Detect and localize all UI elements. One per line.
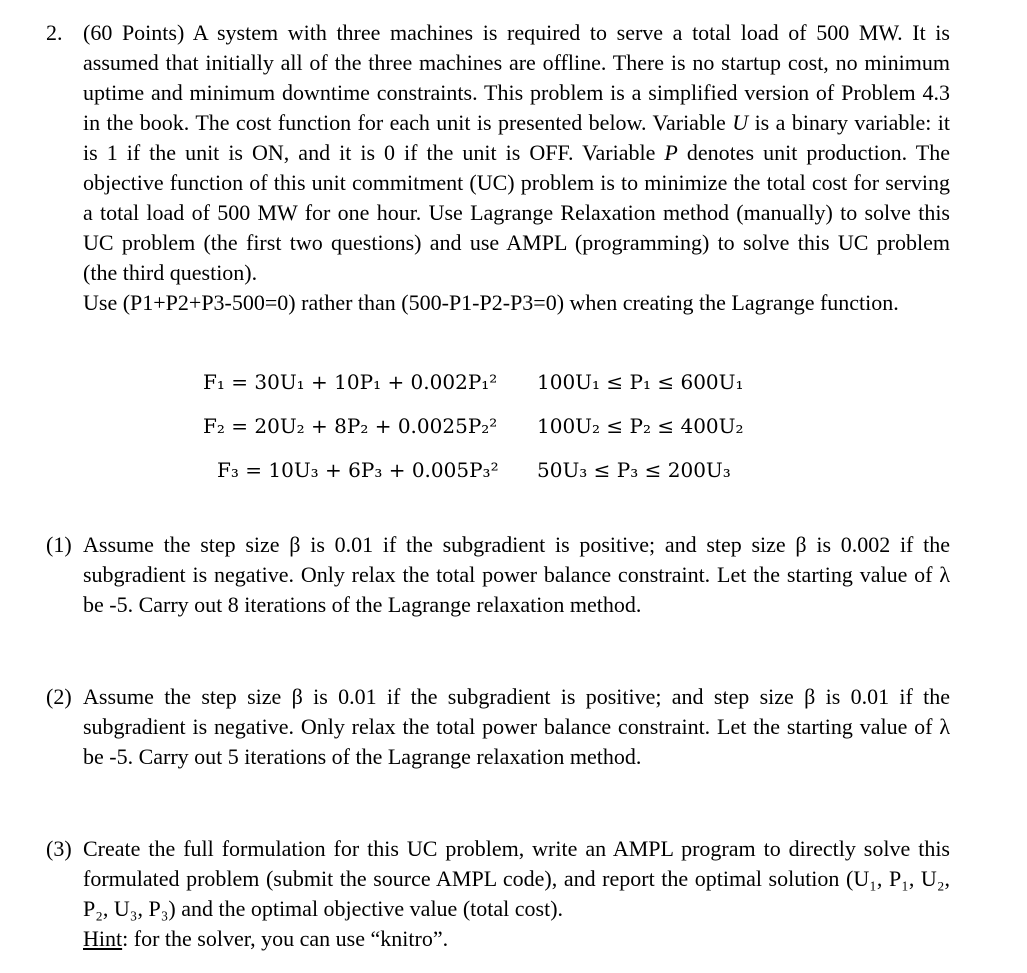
cost-function-2: F₂ = 20U₂ + 8P₂ + 0.0025P₂² xyxy=(203,414,498,438)
problem-intro: (60 Points) A system with three machines is required to serve a total load of 500 MW. It is assumed that initially all of the three machines are offline. There is no startup cost, no minimum uptime and minimum downtime constraints. This problem is a simplified version of Problem 4.3 in the book. The cost function for each unit is presented below. Variable xyxy=(83,20,950,135)
hint-label: Hint xyxy=(83,926,123,951)
problem-intro-cont: is a binary variable: it is 1 if the unit is ON, and it is 0 if the unit is OFF. Variable xyxy=(83,110,951,165)
cost-function-1: F₁ = 30U₁ + 10P₁ + 0.002P₁² xyxy=(203,370,498,394)
lagrange-note: Use (P1+P2+P3-500=0) rather than (500-P1-P2-P3=0) when creating the Lagrange function. xyxy=(83,290,899,315)
hint-line xyxy=(83,924,950,954)
problem-intro-paragraph xyxy=(83,18,950,288)
question-number: (1) xyxy=(46,532,72,557)
question-text: Assume the step size β is 0.01 if the subgradient is positive; and step size β is 0.01 if the subgradient is negative. Only relax the total power balance constraint. Let the starting value of λ be -5. Carry out 5 iterations of the Lagrange relaxation method. xyxy=(83,684,950,769)
question-3 xyxy=(46,834,950,954)
question-body xyxy=(83,834,950,954)
problem-intro-cont2: denotes unit production. The objective function of this unit commitment (UC) problem is to minimize the total cost for serving a total load of 500 MW for one hour. Use Lagrange Relaxation method (manually) to solve this UC problem (the first two questions) and use AMPL (programming) to solve this UC problem (the third question). xyxy=(83,140,951,285)
question-1 xyxy=(46,530,950,620)
question-text: Assume the step size β is 0.01 if the subgradient is positive; and step size β is 0.002 if the subgradient is negative. Only relax the total power balance constraint. Let the starting value of λ be -5. Carry out 8 iterations of the Lagrange relaxation method. xyxy=(83,532,950,617)
hint-text: : for the solver, you can use “knitro”. xyxy=(122,926,449,951)
question-2 xyxy=(46,682,950,772)
problem-body xyxy=(83,18,950,318)
variable-u: U xyxy=(732,110,749,135)
cost-function-3: F₃ = 10U₃ + 6P₃ + 0.005P₃² xyxy=(217,458,499,482)
variable-p: P xyxy=(664,140,678,165)
question-number: (3) xyxy=(46,836,72,861)
limit-constraint-2: 100U₂ ≤ P₂ ≤ 400U₂ xyxy=(537,414,744,438)
question-text: Create the full formulation for this UC problem, write an AMPL program to directly solve this formulated problem (submit the source AMPL code), and report the optimal solution (U₁, P₁, U₂, P₂, U₃, P₃) and the optimal objective value (total cost). xyxy=(83,836,950,921)
problem-number: 2. xyxy=(46,20,63,45)
limit-constraint-3: 50U₃ ≤ P₃ ≤ 200U₃ xyxy=(537,458,731,482)
limit-constraint-1: 100U₁ ≤ P₁ ≤ 600U₁ xyxy=(537,370,744,394)
problem-statement xyxy=(46,18,950,318)
question-number: (2) xyxy=(46,684,72,709)
